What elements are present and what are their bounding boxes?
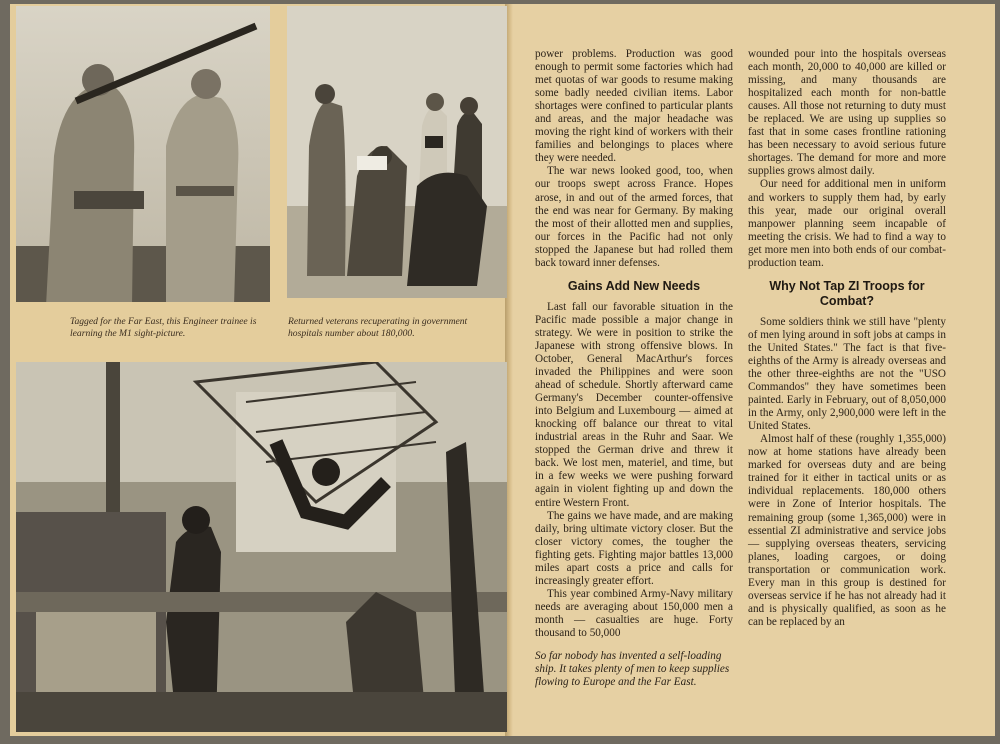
veterans-photo [287,6,507,298]
section-heading-gains: Gains Add New Needs [567,278,701,293]
section-heading-zi-troops: Why Not Tap ZI Troops for Combat? [769,278,925,308]
article-column-2 [748,48,946,629]
ship-photo-caption: So far nobody has invented a self-loading ship. It takes plenty of men to keep supplies flowing to Europe and the Far East. [535,650,730,689]
col2-paragraph-4: Almost half of these (roughly 1,355,000) now at home stations have already been marked for overseas duty and are being trained for it either in tactical units or as individual replacements. 180,000 others were in Zone of Interior hospitals. The remaining group (some 1,365,000) were in essential ZI administrative and service jobs — supplying overseas theaters, servicing planes, loading cargoes, or doing transportation or communication work. Every man in this group is destined for overseas service if he has not already had it and is physically qualified, as soon as he can be replaced by an [748,433,946,628]
veterans-photo-caption: Returned veterans recuperating in government hospitals number about 180,000. [288,316,468,339]
col1-paragraph-2: The war news looked good, too, when our troops swept across France. Hopes arose, in and out of the armed forces, that the end was near for Germany. By making the most of their allotted men and supplies, our forces in the Pacific had not only stopped the Japanese but had rolled them back toward inner defenses. [535,165,733,269]
col2-paragraph-1: wounded pour into the hospitals overseas each month, 20,000 to 40,000 are killed or missing, and many thousands are hospitalized each month for non-battle causes. All those not returning to duty must be replaced. We are using up supplies so fast that in some cases frontline rationing has been necessary to avoid serious future shortages. The demand for more and more supplies grows almost daily. [748,48,946,178]
rifle-photo-caption: Tagged for the Far East, this Engineer trainee is learning the M1 sight-picture. [70,316,257,339]
col1-paragraph-1: power problems. Production was good enough to permit some factories which had met quotas of war goods to resume making some badly needed civilian items. Labor shortages were confined to particular plants and areas, and the major headache was moving the right kind of workers with their families and belongings to places where they were needed. [535,48,733,165]
ship-loading-photo [16,362,507,732]
col1-paragraph-5: This year combined Army-Navy military needs are averaging about 150,000 men a month — casualties are huge. Forty thousand to 50,000 [535,587,733,639]
col1-paragraph-4: The gains we have made, and are making daily, bring ultimate victory closer. But the closer victory comes, the tougher the fighting gets. Fighting major battles 13,000 miles apart costs a price and calls for increasingly greater effort. [535,509,733,587]
col2-paragraph-2: Our need for additional men in uniform and workers to supply them had, by early this year, made our original overall manpower planning seem incapable of meeting the crisis. We had to find a way to get more men into both ends of our combat-production team. [748,178,946,269]
col1-paragraph-3: Last fall our favorable situation in the Pacific made possible a major change in strategy. We were in position to strike the Japanese with strong offensive blows. In October, General MacArthur's forces invaded the Philippines and were soon ahead of schedule. Shortly afterward came Germany's December counter-offensive into Belgium and Luxembourg — aimed at knocking off balance our threat to vital industrial areas in the Ruhr and Saar. We stopped the German drive and threw it back. We lost men, materiel, and time, but in a few weeks we were pushing forward again in violent fighting up and down the entire Western Front. [535,300,733,509]
col2-paragraph-3: Some soldiers think we still have "plenty of men lying around in soft jobs at camps in the United States." The fact is that five-eighths of the Army is already overseas and the other three-eighths are not the "USO Commandos" they have sometimes been painted. Early in February, out of 8,050,000 in the Army, only 2,900,000 were left in the United States. [748,315,946,433]
article-column-1 [535,48,733,689]
rifle-trainee-photo [16,6,270,302]
